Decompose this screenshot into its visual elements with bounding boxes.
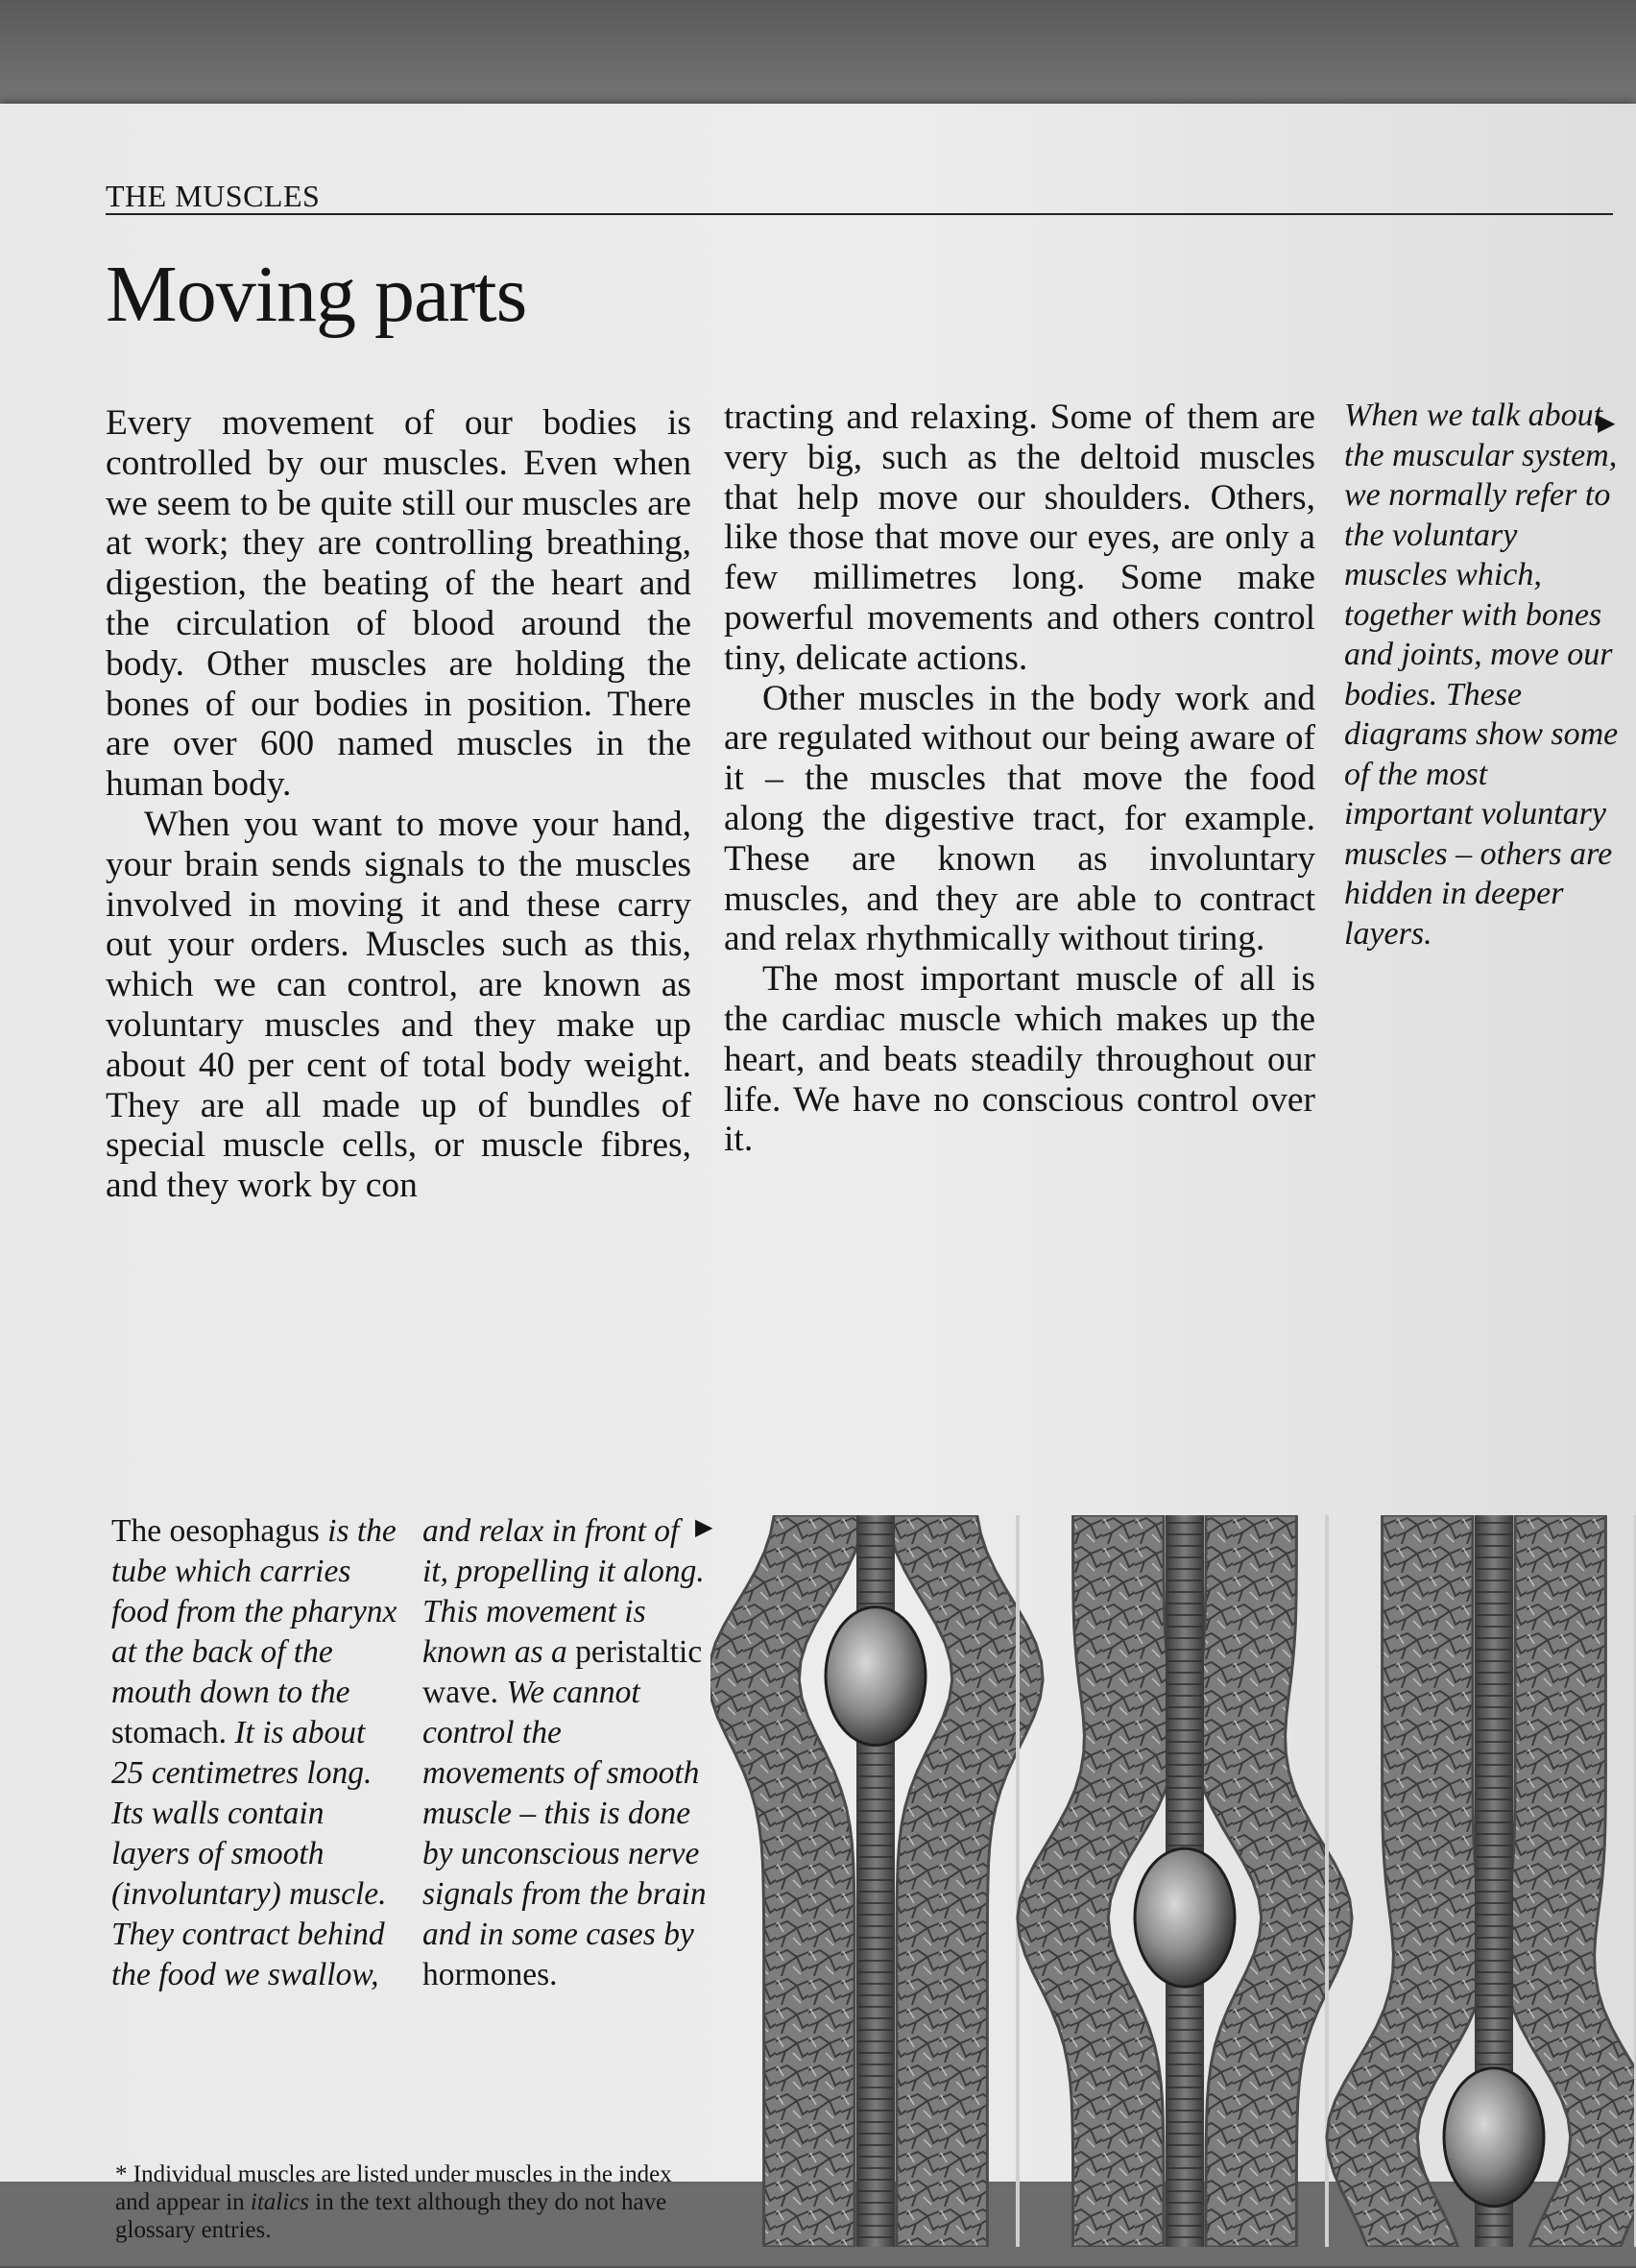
peristalsis-diagram <box>710 1515 1636 2247</box>
body-column-2 <box>724 398 1315 1160</box>
caption-term: peristaltic wave. <box>422 1634 703 1710</box>
oesophagus-illustration <box>710 1515 1636 2247</box>
food-bolus <box>826 1607 926 1746</box>
caption-text: is the tube which carries food from the pharynx at the back of the mouth down to the <box>111 1513 397 1710</box>
caption-text: The <box>111 1513 162 1549</box>
caption-text: and relax in front of it, propelling it along. This movement is known as a <box>422 1513 705 1670</box>
footnote-text: in the text although they do not have glossary entries. <box>115 2189 667 2243</box>
body-paragraph: Every movement of our bodies is controlled by our muscles. Even when we seem to be quite still our muscles are at work; they are controlling breathing, digestion, the beating of the heart and the circulation of blood around the body. Other muscles are holding the bones of our bodies in position. There are over 600 named muscles in the human body. <box>106 403 691 805</box>
panel-divider <box>1016 1515 1020 2247</box>
figure-caption-left <box>111 1511 399 1995</box>
figure-caption-right <box>422 1511 713 1995</box>
side-caption <box>1344 396 1623 953</box>
food-bolus <box>1444 2068 1544 2207</box>
caption-term: oesophagus <box>169 1513 320 1549</box>
body-paragraph: The most important muscle of all is the cardiac muscle which makes up the heart, and beats steadily throughout our life. We have no conscious control over it. <box>724 959 1315 1160</box>
side-caption-text: When we talk about the muscular system, we normally refer to the voluntary muscles which, together with bones and joints, move our bodies. These diagrams show some of the most important voluntary muscles – others are hidden in deeper layers. <box>1344 398 1619 952</box>
footnote-italic: italics <box>250 2189 310 2215</box>
caption-text: We cannot control the movements of smooth muscle – this is done by unconscious nerve signals from the brain and in some cases by <box>422 1675 707 1952</box>
body-column-1 <box>106 403 691 1206</box>
body-paragraph: Other muscles in the body work and are regulated without our being aware of it – the muscles that move the food along the digestive tract, for example. These are known as involuntary muscles, and they are able to contract and relax rhythmically without tiring. <box>724 678 1315 959</box>
header-rule <box>106 213 1613 215</box>
page-title: Moving parts <box>106 250 527 339</box>
body-paragraph: When you want to move your hand, your brain sends signals to the muscles involved in moving it and these carry out your orders. Muscles such as this, which we can control, are known as voluntary muscles and they make up about 40 per cent of total body weight. They are all made up of bundles of special muscle cells, or muscle fibres, and they work by con <box>106 804 691 1206</box>
caption-term: hormones. <box>422 1957 558 1992</box>
book-page <box>0 104 1636 2243</box>
body-paragraph: tracting and relaxing. Some of them are very big, such as the deltoid muscles that help move our shoulders. Others, like those that move our eyes, are only a few millimetres long. Some make powerful movements and others control tiny, delicate actions. <box>724 398 1315 678</box>
pointer-arrow-icon: ▶ <box>695 1515 713 1540</box>
footnote <box>115 2160 710 2244</box>
caption-term: stomach. <box>111 1715 228 1750</box>
caption-text: It is about 25 centimetres long. Its walls contain layers of smooth (involuntary) muscle. They contract behind the food we swallow, <box>111 1715 387 1992</box>
footnote-text: * Individual muscles are listed under muscles in the index and appear in <box>115 2161 672 2215</box>
section-label: THE MUSCLES <box>106 179 321 213</box>
food-bolus <box>1135 1848 1235 1987</box>
pointer-arrow-icon: ▶ <box>1598 411 1616 436</box>
